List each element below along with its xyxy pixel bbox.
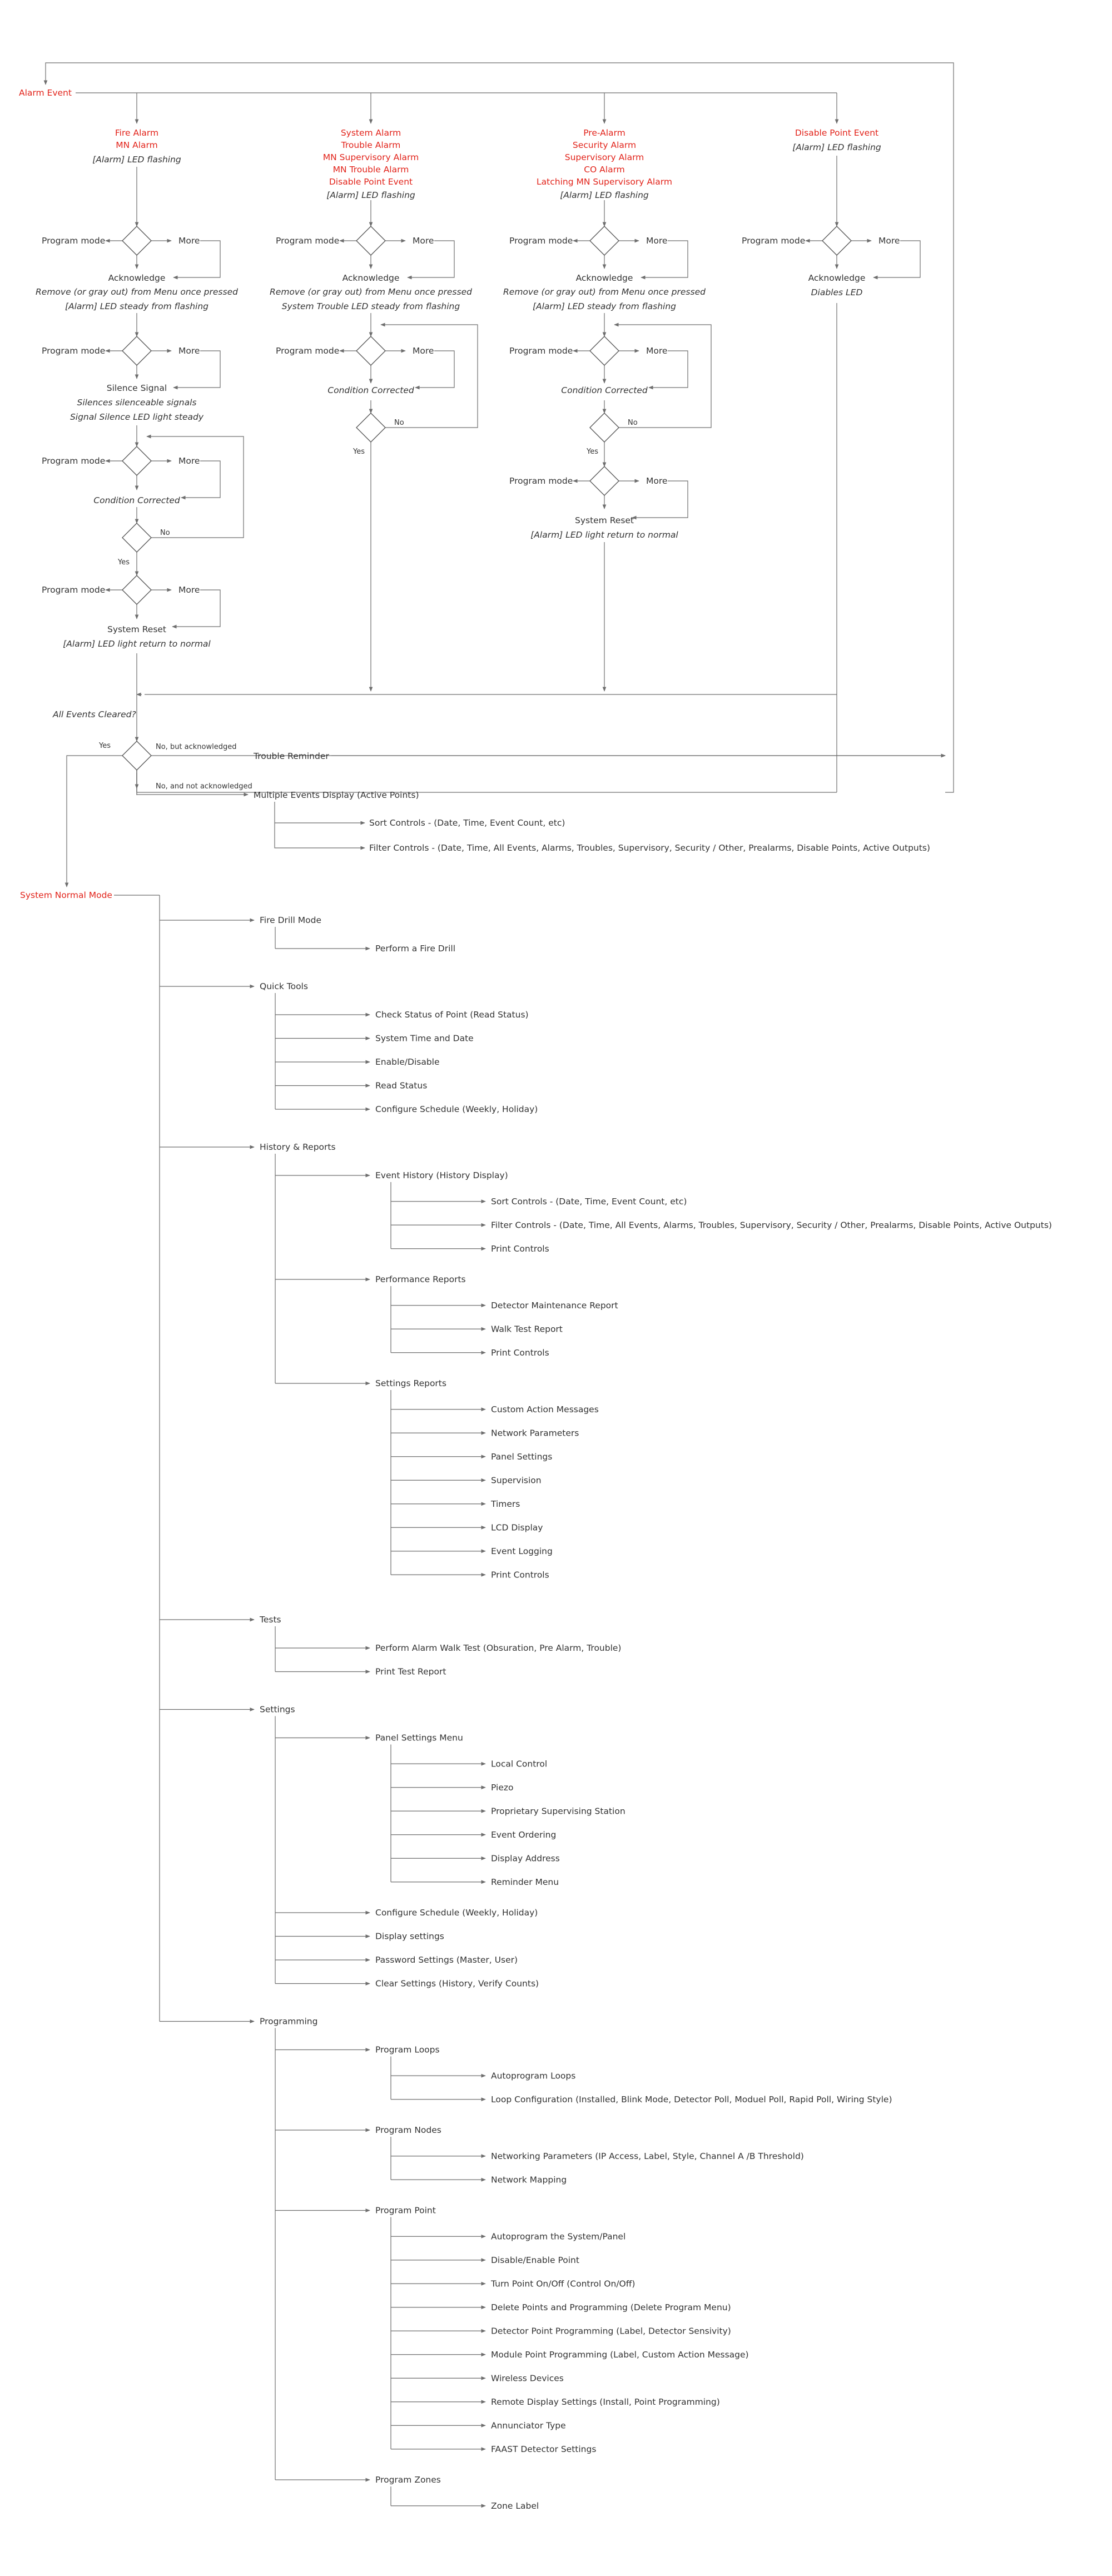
menu-item-level2: Program Nodes bbox=[375, 2125, 441, 2135]
menu-item-level3: FAAST Detector Settings bbox=[491, 2444, 597, 2454]
col2-heading-line: Disable Point Event bbox=[329, 177, 413, 187]
menu-item-level2: Perform a Fire Drill bbox=[375, 944, 456, 954]
filter-controls-label: Filter Controls - (Date, Time, All Events, Alarms, Troubles, Supervisory, Security / Other, Prealarms, Disable Points, Active Outputs) bbox=[369, 843, 930, 853]
menu-item-level2: Performance Reports bbox=[375, 1274, 466, 1284]
menu-item-level3: LCD Display bbox=[491, 1522, 543, 1533]
ack-note: Diables LED bbox=[811, 287, 863, 297]
menu-item-level3: Remote Display Settings (Install, Point Programming) bbox=[491, 2396, 720, 2407]
menu-item-level2: Clear Settings (History, Verify Counts) bbox=[375, 1978, 539, 1989]
acknowledge-label: Acknowledge bbox=[342, 273, 400, 283]
menu-item-level1: Tests bbox=[260, 1615, 281, 1625]
silence-signal-label: Silence Signal bbox=[106, 383, 167, 393]
reset-note: [Alarm] LED light return to normal bbox=[63, 639, 211, 649]
menu-item-level3: Event Ordering bbox=[491, 1829, 557, 1840]
decision-diamond bbox=[822, 226, 851, 255]
decision-diamond bbox=[356, 336, 385, 365]
system-reset-label: System Reset bbox=[107, 624, 167, 634]
trouble-reminder-label: Trouble Reminder bbox=[254, 751, 329, 761]
menu-item-level2: Configure Schedule (Weekly, Holiday) bbox=[375, 1104, 538, 1114]
menu-item-level3: Detector Maintenance Report bbox=[491, 1300, 618, 1311]
program-mode-label: Program mode bbox=[42, 236, 106, 246]
menu-item-level3: Proprietary Supervising Station bbox=[491, 1806, 626, 1816]
col2-heading-line: MN Trouble Alarm bbox=[332, 165, 409, 175]
system-normal-mode-label: System Normal Mode bbox=[20, 890, 112, 900]
more-label: More bbox=[178, 346, 200, 356]
more-label: More bbox=[646, 346, 668, 356]
more-label: More bbox=[878, 236, 900, 246]
ack-note: Remove (or gray out) from Menu once pressed bbox=[503, 287, 706, 297]
menu-item-level2: Password Settings (Master, User) bbox=[375, 1955, 518, 1965]
no-label: No bbox=[628, 419, 638, 427]
acknowledge-label: Acknowledge bbox=[108, 273, 166, 283]
yes-label: Yes bbox=[587, 448, 598, 456]
menu-item-level3: Detector Point Programming (Label, Detector Sensivity) bbox=[491, 2326, 731, 2336]
col1-heading-line: Fire Alarm bbox=[115, 128, 159, 138]
menu-item-level2: Program Point bbox=[375, 2205, 436, 2216]
ack-note: [Alarm] LED steady from flashing bbox=[64, 301, 209, 311]
ack-note: System Trouble LED steady from flashing bbox=[281, 301, 460, 311]
col2-led-note: [Alarm] LED flashing bbox=[326, 190, 415, 200]
menu-item-level2: Check Status of Point (Read Status) bbox=[375, 1010, 529, 1020]
col3-led-note: [Alarm] LED flashing bbox=[560, 190, 649, 200]
menu-item-level3: Local Control bbox=[491, 1759, 548, 1769]
system-reset-label: System Reset bbox=[574, 515, 634, 525]
more-label: More bbox=[413, 346, 434, 356]
ack-note: Remove (or gray out) from Menu once pressed bbox=[270, 287, 472, 297]
flow-labels bbox=[19, 88, 930, 900]
menu-item-level3: Print Controls bbox=[491, 1347, 549, 1358]
menu-item-level2: Configure Schedule (Weekly, Holiday) bbox=[375, 1908, 538, 1918]
menu-item-level3: Delete Points and Programming (Delete Program Menu) bbox=[491, 2302, 731, 2312]
decision-diamond bbox=[122, 741, 151, 770]
menu-item-level3: Autoprogram Loops bbox=[491, 2071, 576, 2081]
decision-diamond bbox=[122, 575, 151, 604]
all-events-cleared-label: All Events Cleared? bbox=[53, 709, 136, 719]
col3-heading-line: Security Alarm bbox=[572, 140, 637, 150]
acknowledge-label: Acknowledge bbox=[575, 273, 633, 283]
col4-led-note: [Alarm] LED flashing bbox=[792, 142, 881, 152]
menu-item-level2: Program Loops bbox=[375, 2044, 440, 2055]
menu-item-level2: Enable/Disable bbox=[375, 1057, 440, 1067]
program-mode-label: Program mode bbox=[509, 346, 573, 356]
menu-item-level2: Event History (History Display) bbox=[375, 1170, 508, 1180]
menu-item-level3: Filter Controls - (Date, Time, All Events, Alarms, Troubles, Supervisory, Security / Other, Prealarms, Disable Points, Active Outputs) bbox=[491, 1220, 1052, 1230]
flow-connectors bbox=[46, 63, 954, 887]
menu-item-level2: Read Status bbox=[375, 1080, 428, 1091]
decision-diamond bbox=[122, 446, 151, 475]
menu-item-level1: History & Reports bbox=[260, 1142, 336, 1152]
acknowledge-label: Acknowledge bbox=[808, 273, 866, 283]
program-mode-label: Program mode bbox=[276, 346, 340, 356]
no-not-ack-label: No, and not acknowledged bbox=[156, 782, 252, 791]
more-label: More bbox=[178, 456, 200, 466]
menu-item-level3: Zone Label bbox=[491, 2500, 539, 2511]
menu-item-level3: Networking Parameters (IP Access, Label, Style, Channel A /B Threshold) bbox=[491, 2151, 804, 2161]
decision-diamond bbox=[122, 336, 151, 365]
menu-tree bbox=[114, 895, 1052, 2511]
program-mode-label: Program mode bbox=[42, 346, 106, 356]
menu-item-level2: Print Test Report bbox=[375, 1666, 446, 1677]
multiple-events-label: Multiple Events Display (Active Points) bbox=[254, 790, 419, 800]
menu-item-level1: Settings bbox=[260, 1704, 295, 1715]
decision-diamond bbox=[590, 466, 619, 495]
menu-item-level3: Piezo bbox=[491, 1782, 514, 1793]
menu-item-level2: Display settings bbox=[375, 1931, 444, 1942]
decision-diamond bbox=[122, 523, 151, 552]
col2-heading-line: MN Supervisory Alarm bbox=[322, 152, 419, 162]
menu-item-level2: Perform Alarm Walk Test (Obsuration, Pre Alarm, Trouble) bbox=[375, 1643, 622, 1653]
decision-diamond bbox=[590, 226, 619, 255]
menu-item-level3: Loop Configuration (Installed, Blink Mode, Detector Poll, Moduel Poll, Rapid Poll, Wiring Style) bbox=[491, 2094, 892, 2105]
menu-item-level3: Module Point Programming (Label, Custom Action Message) bbox=[491, 2349, 749, 2360]
decision-diamond bbox=[356, 226, 385, 255]
col2-heading-line: System Alarm bbox=[340, 128, 401, 138]
silence-note: Signal Silence LED light steady bbox=[70, 412, 204, 422]
col1-led-note: [Alarm] LED flashing bbox=[92, 155, 181, 165]
reset-note: [Alarm] LED light return to normal bbox=[530, 530, 678, 540]
yes-label: Yes bbox=[353, 448, 365, 456]
menu-item-level3: Timers bbox=[491, 1498, 520, 1509]
menu-item-level2: Panel Settings Menu bbox=[375, 1733, 463, 1743]
more-label: More bbox=[646, 236, 668, 246]
program-mode-label: Program mode bbox=[742, 236, 806, 246]
decision-diamond bbox=[356, 413, 385, 442]
more-label: More bbox=[646, 476, 668, 486]
menu-item-level3: Annunciator Type bbox=[491, 2420, 566, 2431]
yes-label: Yes bbox=[118, 558, 130, 567]
menu-item-level2: System Time and Date bbox=[375, 1033, 474, 1044]
menu-item-level3: Custom Action Messages bbox=[491, 1404, 599, 1414]
col4-heading-line: Disable Point Event bbox=[795, 128, 879, 138]
col2-heading-line: Trouble Alarm bbox=[341, 140, 401, 150]
no-but-ack-label: No, but acknowledged bbox=[156, 743, 237, 751]
col1-heading-line: MN Alarm bbox=[116, 140, 158, 150]
col3-heading-line: Supervisory Alarm bbox=[564, 152, 644, 162]
more-label: More bbox=[413, 236, 434, 246]
condition-corrected-label: Condition Corrected bbox=[561, 385, 648, 395]
ack-note: [Alarm] LED steady from flashing bbox=[532, 301, 677, 311]
program-mode-label: Program mode bbox=[42, 585, 106, 595]
menu-item-level3: Disable/Enable Point bbox=[491, 2255, 579, 2265]
menu-item-level3: Sort Controls - (Date, Time, Event Count, etc) bbox=[491, 1196, 687, 1207]
menu-item-level3: Supervision bbox=[491, 1475, 542, 1486]
col3-heading-line: CO Alarm bbox=[584, 165, 625, 175]
menu-item-level2: Program Zones bbox=[375, 2475, 441, 2485]
menu-item-level3: Network Mapping bbox=[491, 2175, 567, 2185]
program-mode-label: Program mode bbox=[276, 236, 340, 246]
col3-heading-line: Latching MN Supervisory Alarm bbox=[537, 177, 672, 187]
sort-controls-label: Sort Controls - (Date, Time, Event Count, etc) bbox=[369, 818, 565, 828]
menu-item-level3: Walk Test Report bbox=[491, 1324, 563, 1334]
menu-item-level1: Programming bbox=[260, 2016, 318, 2027]
decision-diamond bbox=[122, 226, 151, 255]
no-label: No bbox=[160, 529, 170, 537]
program-mode-label: Program mode bbox=[42, 456, 106, 466]
program-mode-label: Program mode bbox=[509, 236, 573, 246]
more-label: More bbox=[178, 585, 200, 595]
menu-item-level3: Turn Point On/Off (Control On/Off) bbox=[491, 2279, 636, 2289]
menu-item-level3: Reminder Menu bbox=[491, 1877, 559, 1887]
menu-item-level3: Wireless Devices bbox=[491, 2373, 564, 2384]
menu-item-level2: Settings Reports bbox=[375, 1378, 446, 1388]
condition-corrected-label: Condition Corrected bbox=[93, 495, 180, 505]
menu-item-level3: Print Controls bbox=[491, 1570, 549, 1580]
menu-item-level1: Fire Drill Mode bbox=[260, 915, 321, 925]
menu-item-level3: Event Logging bbox=[491, 1546, 553, 1556]
no-label: No bbox=[394, 419, 404, 427]
alarm-event-label: Alarm Event bbox=[19, 88, 72, 98]
decision-diamonds bbox=[122, 226, 851, 770]
decision-diamond bbox=[590, 336, 619, 365]
more-label: More bbox=[178, 236, 200, 246]
menu-item-level3: Print Controls bbox=[491, 1243, 549, 1254]
yes-label: Yes bbox=[99, 742, 111, 750]
menu-item-level3: Panel Settings bbox=[491, 1451, 553, 1462]
silence-note: Silences silenceable signals bbox=[77, 398, 197, 408]
menu-item-level3: Display Address bbox=[491, 1853, 560, 1864]
decision-diamond bbox=[590, 413, 619, 442]
menu-item-level1: Quick Tools bbox=[260, 981, 308, 991]
menu-item-level3: Network Parameters bbox=[491, 1428, 579, 1438]
ack-note: Remove (or gray out) from Menu once pressed bbox=[36, 287, 238, 297]
condition-corrected-label: Condition Corrected bbox=[327, 385, 414, 395]
program-mode-label: Program mode bbox=[509, 476, 573, 486]
menu-item-level3: Autoprogram the System/Panel bbox=[491, 2231, 626, 2242]
col3-heading-line: Pre-Alarm bbox=[583, 128, 626, 138]
